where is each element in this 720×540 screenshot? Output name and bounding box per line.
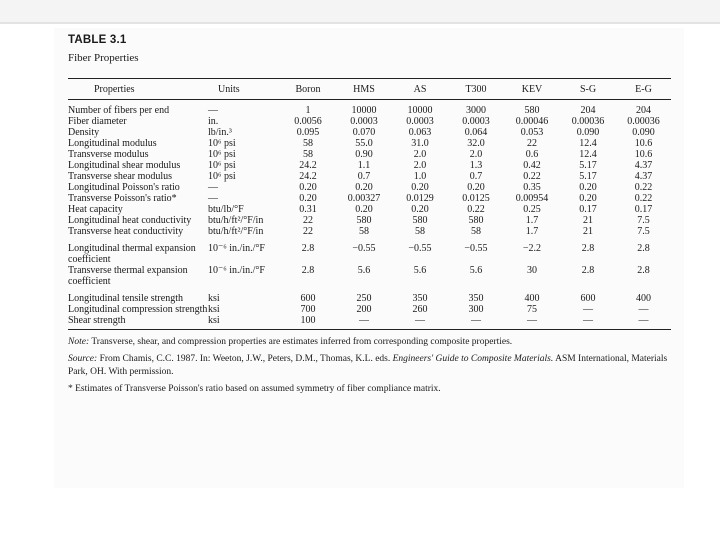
table-notes [68,336,671,396]
value-cell: — [392,315,448,330]
units-cell: — [208,193,218,204]
property-cell: Transverse shear modulus [68,171,173,182]
property-cell: Density [68,127,100,138]
top-band [0,0,720,24]
value-cell: 5.6 [413,265,427,276]
table-row [68,138,671,149]
value-cell: 400 [524,293,540,304]
value-cell: 4.37 [634,160,653,171]
value-cell: 10.6 [634,149,653,160]
value-cell: 58 [471,226,481,237]
source-pre: From Chamis, C.C. 1987. In: Weeton, J.W., Peters, D.M., Thomas, K.L. eds. [99,354,391,364]
units-cell: in. [208,116,219,127]
column-header: AS [392,79,448,100]
value-cell: 10.6 [634,138,653,149]
value-cell: — [504,315,560,330]
property-cell: Heat capacity [68,204,123,215]
value-cell: 24.2 [299,171,317,182]
value-cell: 0.22 [634,182,653,193]
value-cell: 0.6 [525,149,539,160]
value-cell: 0.7 [469,171,483,182]
value-cell: 0.090 [576,127,600,138]
value-cell: 600 [300,293,316,304]
value-cell: — [583,304,593,315]
value-cell: — [560,315,616,330]
value-cell: 32.0 [467,138,485,149]
value-cell: 5.17 [579,171,597,182]
table-row [68,265,671,287]
value-cell: 2.0 [413,160,427,171]
value-cell: 5.6 [469,265,483,276]
value-cell: 24.2 [299,160,317,171]
value-cell: 0.095 [296,127,320,138]
value-cell: 21 [583,215,593,226]
value-cell: 0.20 [411,182,429,193]
property-cell: Shear strength [68,315,208,330]
value-cell: −0.55 [464,243,488,254]
value-cell: 1 [305,105,311,116]
table-row [68,193,671,204]
property-cell: Longitudinal heat conductivity [68,215,192,226]
units-cell: ksi [208,315,280,330]
value-cell: 58 [303,149,313,160]
value-cell: 0.20 [299,193,317,204]
value-cell: 12.4 [579,149,597,160]
table-row [68,287,671,304]
value-cell: 0.0003 [462,116,490,127]
value-cell: — [448,315,504,330]
value-cell: 22 [303,215,313,226]
value-cell: 0.0125 [462,193,490,204]
property-cell: Fiber diameter [68,116,127,127]
table-row [68,304,671,315]
property-cell: Longitudinal modulus [68,138,157,149]
value-cell: 204 [636,105,651,116]
value-cell: 250 [356,293,372,304]
value-cell: 260 [412,304,428,315]
header-row [68,79,671,100]
value-cell: — [616,315,671,330]
table-row [68,237,671,265]
value-cell: 10000 [351,105,377,116]
value-cell: 1.7 [525,226,539,237]
units-cell: 10⁻⁶ in./in./°F [208,265,265,276]
value-cell: 0.0056 [294,116,322,127]
value-cell: 0.42 [523,160,541,171]
column-header: HMS [336,79,392,100]
column-header: E-G [616,79,671,100]
value-cell: 0.25 [523,204,541,215]
value-cell: −2.2 [522,243,542,254]
value-cell: 2.8 [637,243,650,254]
value-cell: 700 [300,304,316,315]
footnote: * Estimates of Transverse Poisson's ratio based on assumed symmetry of fiber compliance matrix. [68,384,441,394]
value-cell: 5.6 [357,265,371,276]
value-cell: 0.0003 [350,116,378,127]
value-cell: 0.20 [355,204,373,215]
value-cell: 2.8 [581,243,595,254]
note-paragraph [68,336,671,349]
value-cell: 0.070 [352,127,376,138]
table-row [68,160,671,171]
value-cell: 0.20 [355,182,373,193]
property-cell: Transverse Poisson's ratio* [68,193,177,204]
table-row [68,127,671,138]
value-cell: 0.35 [523,182,541,193]
units-cell: lb/in.³ [208,127,232,138]
value-cell: 4.37 [634,171,653,182]
table-row [68,149,671,160]
units-cell: btu/lb/°F [208,204,244,215]
value-cell: 100 [280,315,336,330]
value-cell: 300 [468,304,484,315]
units-cell: — [208,105,218,116]
value-cell: 0.7 [357,171,371,182]
value-cell: 7.5 [637,226,650,237]
table-label: TABLE 3.1 [68,34,127,46]
units-cell: 10⁻⁶ in./in./°F [208,243,265,254]
value-cell: 22 [527,138,537,149]
value-cell: −0.55 [408,243,432,254]
value-cell: 0.00954 [515,193,549,204]
value-cell: 200 [356,304,372,315]
units-cell: ksi [208,304,220,315]
property-cell: Transverse thermal expansion coefficient [68,265,188,287]
value-cell: 0.20 [579,182,597,193]
top-divider [0,22,720,24]
value-cell: 1.3 [469,160,483,171]
value-cell: 0.063 [408,127,432,138]
value-cell: — [336,315,392,330]
value-cell: 2.8 [637,265,650,276]
value-cell: 2.0 [413,149,427,160]
units-cell: btu/h/ft²/°F/in [208,215,264,226]
value-cell: 580 [356,215,372,226]
column-header: S-G [560,79,616,100]
units-cell: 10⁶ psi [208,171,236,182]
value-cell: 0.22 [467,204,485,215]
value-cell: 0.00327 [347,193,381,204]
value-cell: −0.55 [352,243,376,254]
value-cell: 0.20 [411,204,429,215]
column-header: Boron [280,79,336,100]
source-book: Engineers' Guide to Composite Materials. [392,354,554,364]
value-cell: 22 [303,226,313,237]
value-cell: 580 [412,215,428,226]
value-cell: 0.090 [632,127,655,138]
source-paragraph [68,353,671,379]
value-cell: 2.8 [301,243,315,254]
table-row [68,171,671,182]
table-row [68,182,671,193]
value-cell: 580 [524,105,540,116]
value-cell: 30 [527,265,537,276]
value-cell: 1.7 [525,215,539,226]
units-cell: 10⁶ psi [208,138,236,149]
value-cell: 0.053 [520,127,544,138]
property-cell: Number of fibers per end [68,105,170,116]
value-cell: 3000 [466,105,486,116]
document-page [68,34,678,400]
units-cell: 10⁶ psi [208,160,236,171]
source-label: Source: [68,354,98,364]
value-cell: 0.0129 [406,193,434,204]
units-cell: ksi [208,293,220,304]
value-cell: 7.5 [637,215,650,226]
value-cell: 0.00036 [571,116,605,127]
property-cell: Longitudinal compression strength [68,304,208,315]
table-row [68,215,671,226]
value-cell: 0.90 [355,149,373,160]
value-cell: 600 [580,293,596,304]
column-header: T300 [448,79,504,100]
value-cell: 0.0003 [406,116,434,127]
value-cell: 350 [412,293,428,304]
value-cell: 1.0 [413,171,427,182]
value-cell: 350 [468,293,484,304]
table-row [68,100,671,117]
value-cell: 2.0 [469,149,483,160]
table-row [68,204,671,215]
note-text: Transverse, shear, and compression properties are estimates inferred from corresponding composite properties. [91,337,513,347]
value-cell: 58 [415,226,425,237]
value-cell: 75 [527,304,537,315]
value-cell: 580 [468,215,484,226]
units-cell: btu/h/ft²/°F/in [208,226,264,237]
value-cell: 0.22 [634,193,653,204]
units-cell: — [208,182,218,193]
note-label: Note: [68,337,90,347]
value-cell: 0.00036 [627,116,660,127]
value-cell: 31.0 [411,138,429,149]
property-cell: Transverse modulus [68,149,149,160]
value-cell: 10000 [407,105,433,116]
property-cell: Longitudinal tensile strength [68,293,183,304]
value-cell: 58 [303,138,313,149]
column-header: Units [208,79,280,100]
value-cell: 12.4 [579,138,597,149]
value-cell: 204 [580,105,596,116]
units-cell: 10⁶ psi [208,149,236,160]
property-cell: Longitudinal Poisson's ratio [68,182,180,193]
value-cell: 0.20 [467,182,485,193]
property-cell: Longitudinal shear modulus [68,160,181,171]
value-cell: 0.17 [579,204,597,215]
value-cell: 0.064 [464,127,488,138]
table-header [68,79,671,100]
property-cell: Transverse heat conductivity [68,226,184,237]
table-body [68,100,671,330]
value-cell: 21 [583,226,593,237]
table-row [68,315,671,330]
value-cell: 5.17 [579,160,597,171]
value-cell: 55.0 [355,138,373,149]
value-cell: 2.8 [301,265,315,276]
value-cell: 2.8 [581,265,595,276]
value-cell: — [638,304,649,315]
value-cell: 0.17 [634,204,653,215]
value-cell: 0.20 [299,182,317,193]
value-cell: 1.1 [357,160,371,171]
column-header: Properties [68,79,208,100]
column-header: KEV [504,79,560,100]
table-title: Fiber Properties [68,52,139,64]
fiber-properties-table [68,78,671,330]
value-cell: 400 [636,293,651,304]
value-cell: 58 [359,226,369,237]
table-row [68,226,671,237]
value-cell: 0.00046 [515,116,549,127]
table-row [68,116,671,127]
value-cell: 0.31 [299,204,317,215]
property-cell: Longitudinal thermal expansion coefficient [68,243,196,265]
value-cell: 0.20 [579,193,597,204]
value-cell: 0.22 [523,171,541,182]
source-post: ASM International, Materials Park, OH. With permission. [68,354,668,377]
